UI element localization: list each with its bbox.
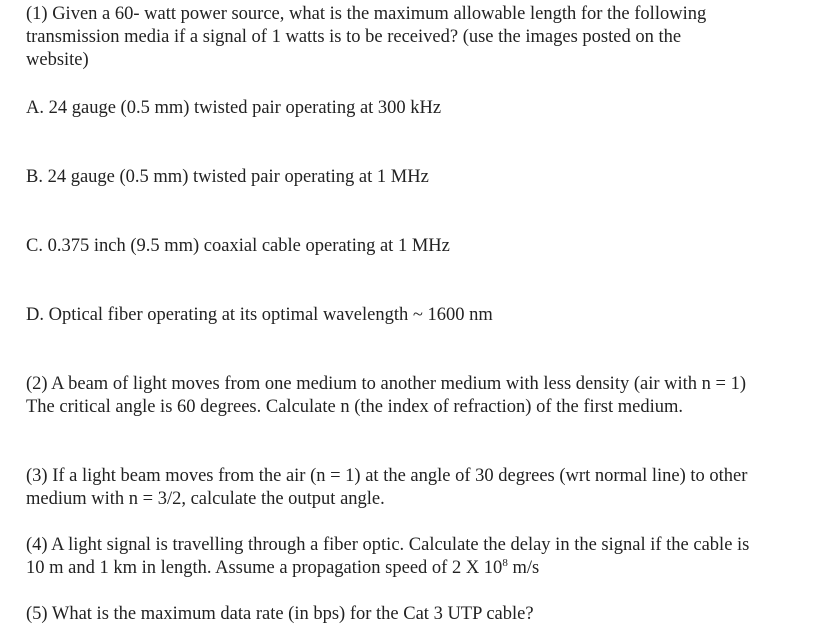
question-1-option-d: D. Optical fiber operating at its optimal wavelength ~ 1600 nm (26, 305, 493, 325)
question-4-text-before: (4) A light signal is travelling through a fiber optic. Calculate the delay in the signal if the cable is 10 m and 1 km in length. Assume a propagation speed of 2 X 10 (26, 535, 750, 578)
question-4-exponent: 8 (502, 557, 508, 569)
question-2-text: (2) A beam of light moves from one medium to another medium with less density (air with n = 1) The critical angle is 60 degrees. Calculate n (the index of refraction) of the first medium. (26, 374, 746, 417)
question-1-option-b: B. 24 gauge (0.5 mm) twisted pair operating at 1 MHz (26, 167, 429, 187)
question-4-text-after: m/s (507, 558, 540, 578)
question-4-text (26, 534, 766, 580)
question-1-option-c: C. 0.375 inch (9.5 mm) coaxial cable operating at 1 MHz (26, 236, 450, 256)
question-5-text: (5) What is the maximum data rate (in bps) for the Cat 3 UTP cable? (26, 604, 534, 624)
question-3-text: (3) If a light beam moves from the air (n = 1) at the angle of 30 degrees (wrt normal line) to other medium with n = 3/2, calculate the output angle. (26, 466, 748, 509)
question-1-text: (1) Given a 60- watt power source, what is the maximum allowable length for the following transmission media if a signal of 1 watts is to be received? (use the images posted on the website) (26, 4, 707, 70)
question-1-option-a: A. 24 gauge (0.5 mm) twisted pair operating at 300 kHz (26, 98, 442, 118)
